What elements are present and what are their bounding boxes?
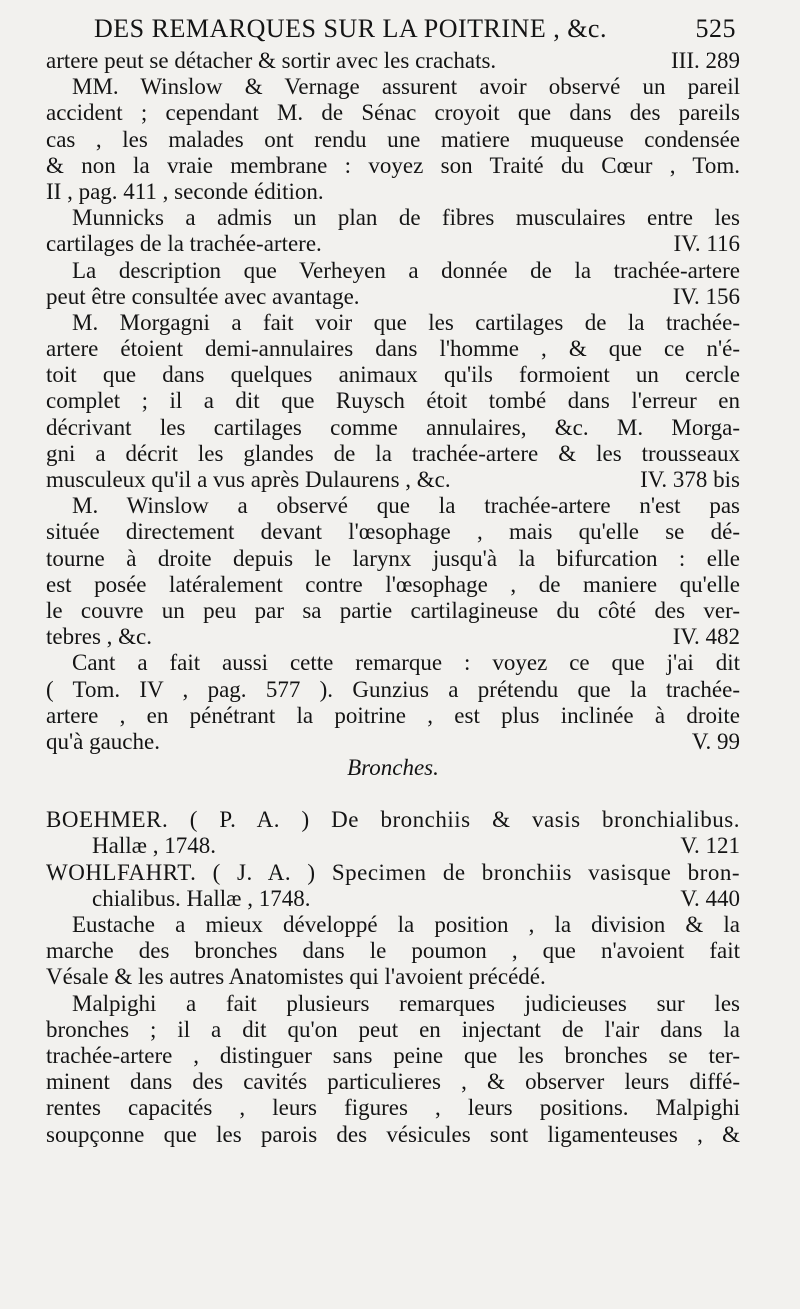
text-line: MM. Winslow & Vernage assurent avoir observé un pareil — [72, 74, 740, 100]
text-line: Hallæ , 1748. V. 121 — [92, 833, 740, 859]
text-line: rentes capacités , leurs figures , leurs positions. Malpighi — [46, 1095, 740, 1121]
text-line: cartilages de la trachée-artere. IV. 116 — [46, 231, 740, 257]
text-line: qu'à gauche. V. 99 — [46, 728, 740, 754]
running-title: DES REMARQUES SUR LA POITRINE , &c. — [94, 14, 607, 43]
bibliography-entry: BOEHMER. ( P. A. ) De bronchiis & vasis bronchialibus. — [46, 807, 740, 833]
text-line: chialibus. Hallæ , 1748. V. 440 — [92, 885, 740, 911]
text-line: bronches ; il a dit qu'on peut en injectant de l'air dans la — [46, 1016, 740, 1042]
text-line: M. Winslow a observé que la trachée-artere n'est pas — [72, 493, 740, 519]
text-line: peut être consultée avec avantage. IV. 156 — [46, 283, 740, 309]
text-line: Eustache a mieux développé la position , la division & la — [72, 912, 740, 937]
running-header — [46, 14, 740, 48]
bibliography-entry: WOHLFAHRT. ( J. A. ) Specimen de bronchiis vasisque bron- — [46, 859, 740, 885]
text-line: & non la vraie membrane : voyez son Traité du Cœur , Tom. — [46, 152, 740, 178]
text-line: accident ; cependant M. de Sénac croyoit que dans des pareils — [46, 100, 740, 126]
text-line: Cant a fait aussi cette remarque : voyez ce que j'ai dit — [72, 650, 740, 676]
text-line: artere étoient demi-annulaires dans l'homme , & que ce n'é- — [46, 336, 740, 362]
text-line: Vésale & les autres Anatomistes qui l'avoient précédé. — [46, 964, 546, 990]
text-line: artere , en pénétrant la poitrine , est plus inclinée à droite — [46, 702, 740, 728]
text-line: décrivant les cartilages comme annulaires, &c. M. Morga- — [46, 414, 740, 440]
text-line: cas , les malades ont rendu une matiere muqueuse condensée — [46, 126, 740, 152]
page-number: 525 — [695, 14, 736, 43]
text-line: marche des bronches dans le poumon , que n'avoient fait — [46, 938, 740, 964]
text-line: gni a décrit les glandes de la trachée-artere & les trousseaux — [46, 440, 740, 466]
text-line: ( Tom. IV , pag. 577 ). Gunzius a prétendu que la trachée- — [46, 676, 740, 702]
text-line: Munnicks a admis un plan de fibres musculaires entre les — [72, 205, 740, 231]
spacer — [46, 781, 740, 807]
text-line: artere peut se détacher & sortir avec les crachats. III. 289 — [46, 48, 740, 73]
text-line: située directement devant l'œsophage , mais qu'elle se dé- — [46, 519, 740, 545]
text-line: le couvre un peu par sa partie cartilagineuse du côté des ver- — [46, 597, 740, 623]
text-line: minent dans des cavités particulieres , & observer leurs diffé- — [46, 1069, 740, 1095]
text-line: tourne à droite depuis le larynx jusqu'à la bifurcation : elle — [46, 545, 740, 571]
text-line: trachée-artere , distinguer sans peine que les bronches se ter- — [46, 1042, 740, 1068]
text-line: II , pag. 411 , seconde édition. — [46, 178, 324, 204]
text-line: est posée latéralement contre l'œsophage , de maniere qu'elle — [46, 571, 740, 597]
text-line: tebres , &c. IV. 482 — [46, 624, 740, 650]
text-line: Malpighi a fait plusieurs remarques judicieuses sur les — [72, 990, 740, 1016]
text-line: La description que Verheyen a donnée de la trachée-artere — [72, 257, 740, 283]
text-line: toit que dans quelques animaux qu'ils formoient un cercle — [46, 362, 740, 388]
text-line: soupçonne que les parois des vésicules sont ligamenteuses , & — [46, 1121, 740, 1147]
text-line: M. Morgagni a fait voir que les cartilages de la trachée- — [72, 309, 740, 335]
text-line: complet ; il a dit que Ruysch étoit tombé dans l'erreur en — [46, 388, 740, 414]
section-heading: Bronches. — [347, 755, 439, 781]
text-line: musculeux qu'il a vus après Dulaurens , &c. IV. 378 bis — [46, 467, 740, 492]
